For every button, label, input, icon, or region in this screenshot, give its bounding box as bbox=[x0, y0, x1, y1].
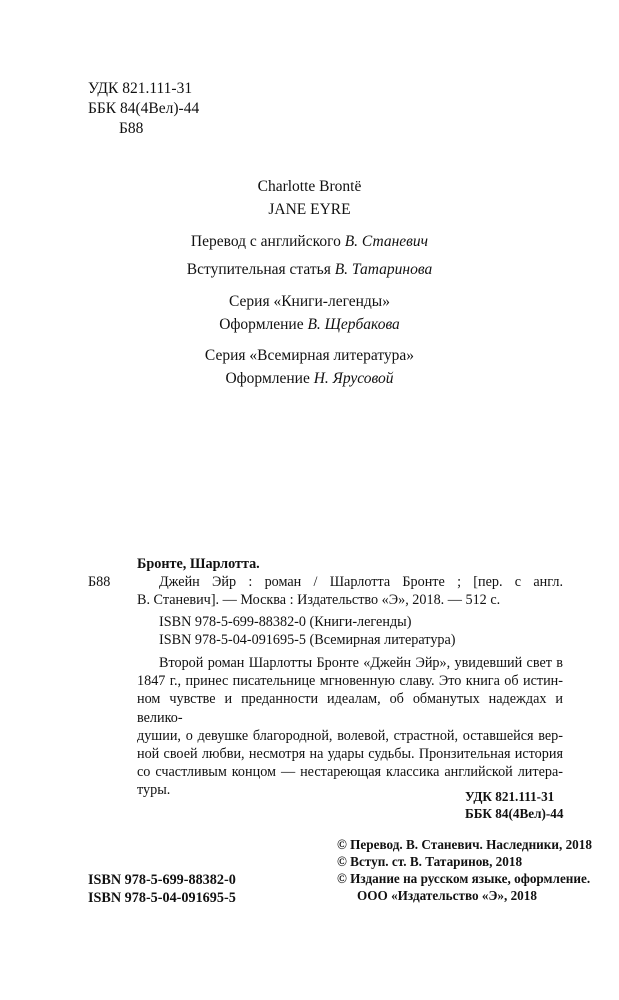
catalog-mark: Б88 bbox=[88, 574, 111, 590]
bbk-code: ББК 84(4Вел)-44 bbox=[88, 100, 200, 117]
catalog-description-line2: В. Станевич]. — Москва : Издательство «Э», 2018. — 512 с. bbox=[137, 592, 501, 608]
annotation-line: туры. bbox=[137, 782, 171, 799]
copyright-edition: © Издание на русском языке, оформление. bbox=[337, 871, 591, 886]
catalog-udk: УДК 821.111-31 bbox=[465, 789, 555, 804]
annotation-line: ном чувстве и преданности идеалам, об обманутых надеждах и велико- bbox=[137, 691, 563, 726]
footer-isbn-2: ISBN 978-5-04-091695-5 bbox=[88, 890, 236, 906]
catalog-bbk: ББК 84(4Вел)-44 bbox=[465, 806, 564, 821]
design-label-1: Оформление bbox=[219, 316, 304, 333]
author-mark: Б88 bbox=[119, 120, 144, 137]
copyright-publisher: ООО «Издательство «Э», 2018 bbox=[357, 888, 537, 903]
author-original: Charlotte Brontë bbox=[257, 178, 362, 195]
series-1: Серия «Книги-легенды» bbox=[229, 293, 390, 310]
catalog-description-line1: Джейн Эйр : роман / Шарлотта Бронте ; [пер. с англ. bbox=[159, 574, 563, 590]
design-credit-1 bbox=[0, 315, 619, 334]
intro-credit bbox=[0, 260, 619, 279]
design-credit-2 bbox=[0, 369, 619, 388]
intro-label: Вступительная статья bbox=[186, 261, 331, 278]
udk-code: УДК 821.111-31 bbox=[88, 80, 193, 97]
translation-label: Перевод с английского bbox=[190, 233, 341, 250]
annotation-line: душии, о девушке благородной, волевой, страстной, оставшейся вер- bbox=[137, 727, 563, 744]
translator-name: В. Станевич bbox=[344, 233, 429, 250]
footer-isbn-1: ISBN 978-5-699-88382-0 bbox=[88, 872, 236, 888]
design-label-2: Оформление bbox=[225, 370, 310, 387]
copyright-translation: © Перевод. В. Станевич. Наследники, 2018 bbox=[337, 837, 592, 852]
annotation-line: ной своей любви, несмотря на удары судьбы. Пронзительная история bbox=[137, 746, 563, 763]
catalog-isbn-1: ISBN 978-5-699-88382-0 (Книги-легенды) bbox=[159, 614, 412, 630]
series-2: Серия «Всемирная литература» bbox=[204, 347, 415, 364]
catalog-heading: Бронте, Шарлотта. bbox=[137, 556, 260, 572]
translation-credit bbox=[0, 232, 619, 251]
intro-author-name: В. Татаринова bbox=[334, 261, 433, 278]
catalog-isbn-2: ISBN 978-5-04-091695-5 (Всемирная литература) bbox=[159, 632, 456, 648]
annotation bbox=[137, 654, 563, 800]
copyright-intro: © Вступ. ст. В. Татаринов, 2018 bbox=[337, 854, 523, 869]
annotation-line: Второй роман Шарлотты Бронте «Джейн Эйр», увидевший свет в bbox=[159, 655, 563, 671]
designer-name-1: В. Щербакова bbox=[307, 316, 400, 333]
annotation-line: со счастливым концом — нестареющая классика английской литера- bbox=[137, 764, 563, 781]
title-original: JANE EYRE bbox=[268, 201, 351, 218]
designer-name-2: Н. Ярусовой bbox=[313, 370, 394, 387]
annotation-line: 1847 г., принес писательнице мгновенную славу. Это книга об истин- bbox=[137, 673, 563, 690]
